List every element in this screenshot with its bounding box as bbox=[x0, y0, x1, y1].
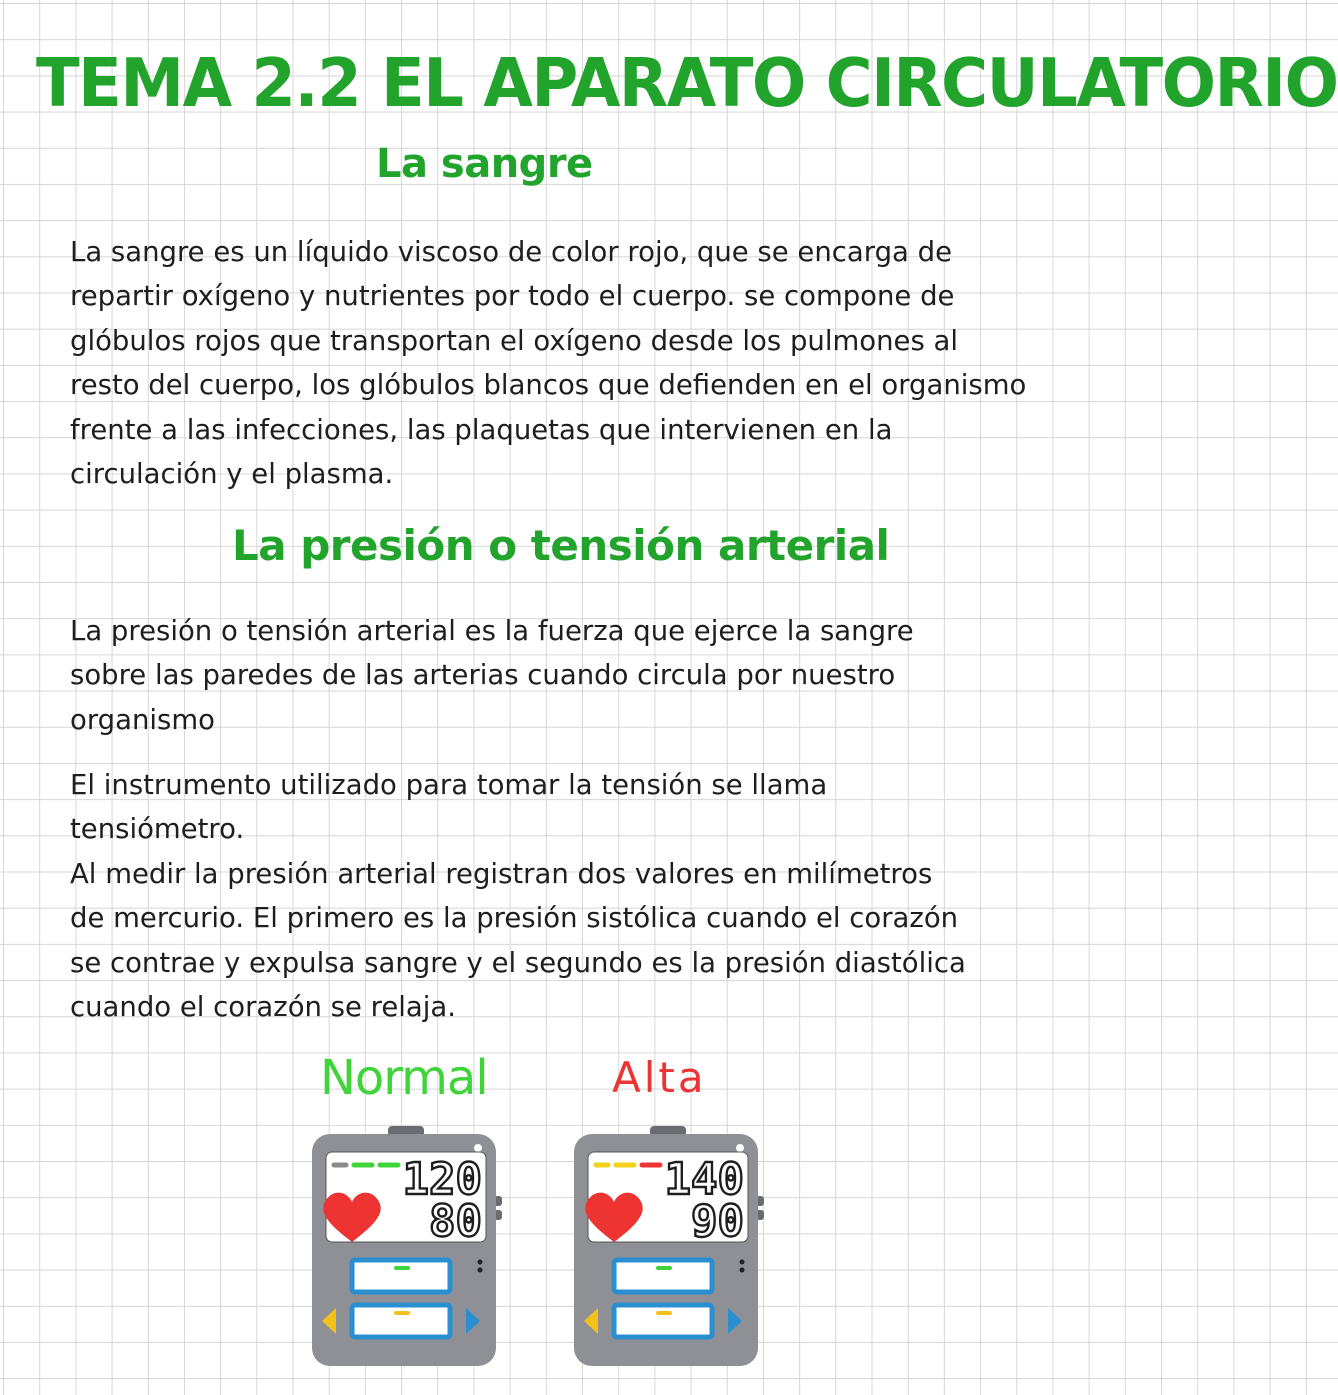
blood-pressure-monitor-alta bbox=[570, 1124, 770, 1368]
systolic-value: 120 bbox=[402, 1154, 482, 1205]
diastolic-value: 80 bbox=[429, 1196, 482, 1247]
section-heading-la-sangre: La sangre bbox=[376, 141, 593, 187]
blood-pressure-monitor-icon bbox=[570, 1124, 770, 1368]
page-title: TEMA 2.2 EL APARATO CIRCULATORIO bbox=[36, 45, 1338, 123]
diastolic-value: 90 bbox=[691, 1196, 744, 1247]
paragraph-presion-definicion: La presión o tensión arterial es la fuerza que ejerce la sangre sobre las paredes de las arterias cuando circula por nuestro organismo bbox=[70, 615, 914, 736]
label-normal: Normal bbox=[320, 1050, 488, 1106]
label-alta: Alta bbox=[612, 1053, 707, 1102]
display-button[interactable] bbox=[352, 1260, 450, 1292]
section-heading-presion-arterial: La presión o tensión arterial bbox=[232, 521, 890, 570]
display-button[interactable] bbox=[614, 1260, 712, 1292]
paragraph-tensiometro: El instrumento utilizado para tomar la tensión se llama tensiómetro. Al medir la presión arterial registran dos valores en milímetros de mercurio. El primero es la presión sistólica cuando el corazón se contrae y expulsa sangre y el segundo es la presión diastólica cuando el corazón se relaja. bbox=[70, 769, 966, 1024]
systolic-value: 140 bbox=[664, 1154, 744, 1205]
start-button[interactable] bbox=[614, 1305, 712, 1337]
blood-pressure-monitor-icon bbox=[308, 1124, 508, 1368]
paragraph-la-sangre: La sangre es un líquido viscoso de color rojo, que se encarga de repartir oxígeno y nutrientes por todo el cuerpo. se compone de glóbulos rojos que transportan el oxígeno desde los pulmones al resto del cuerpo, los glóbulos blancos que defienden en el organismo frente a las infecciones, las plaquetas que intervienen en la circulación y el plasma. bbox=[70, 236, 1027, 491]
blood-pressure-monitor-normal bbox=[308, 1124, 508, 1368]
start-button[interactable] bbox=[352, 1305, 450, 1337]
